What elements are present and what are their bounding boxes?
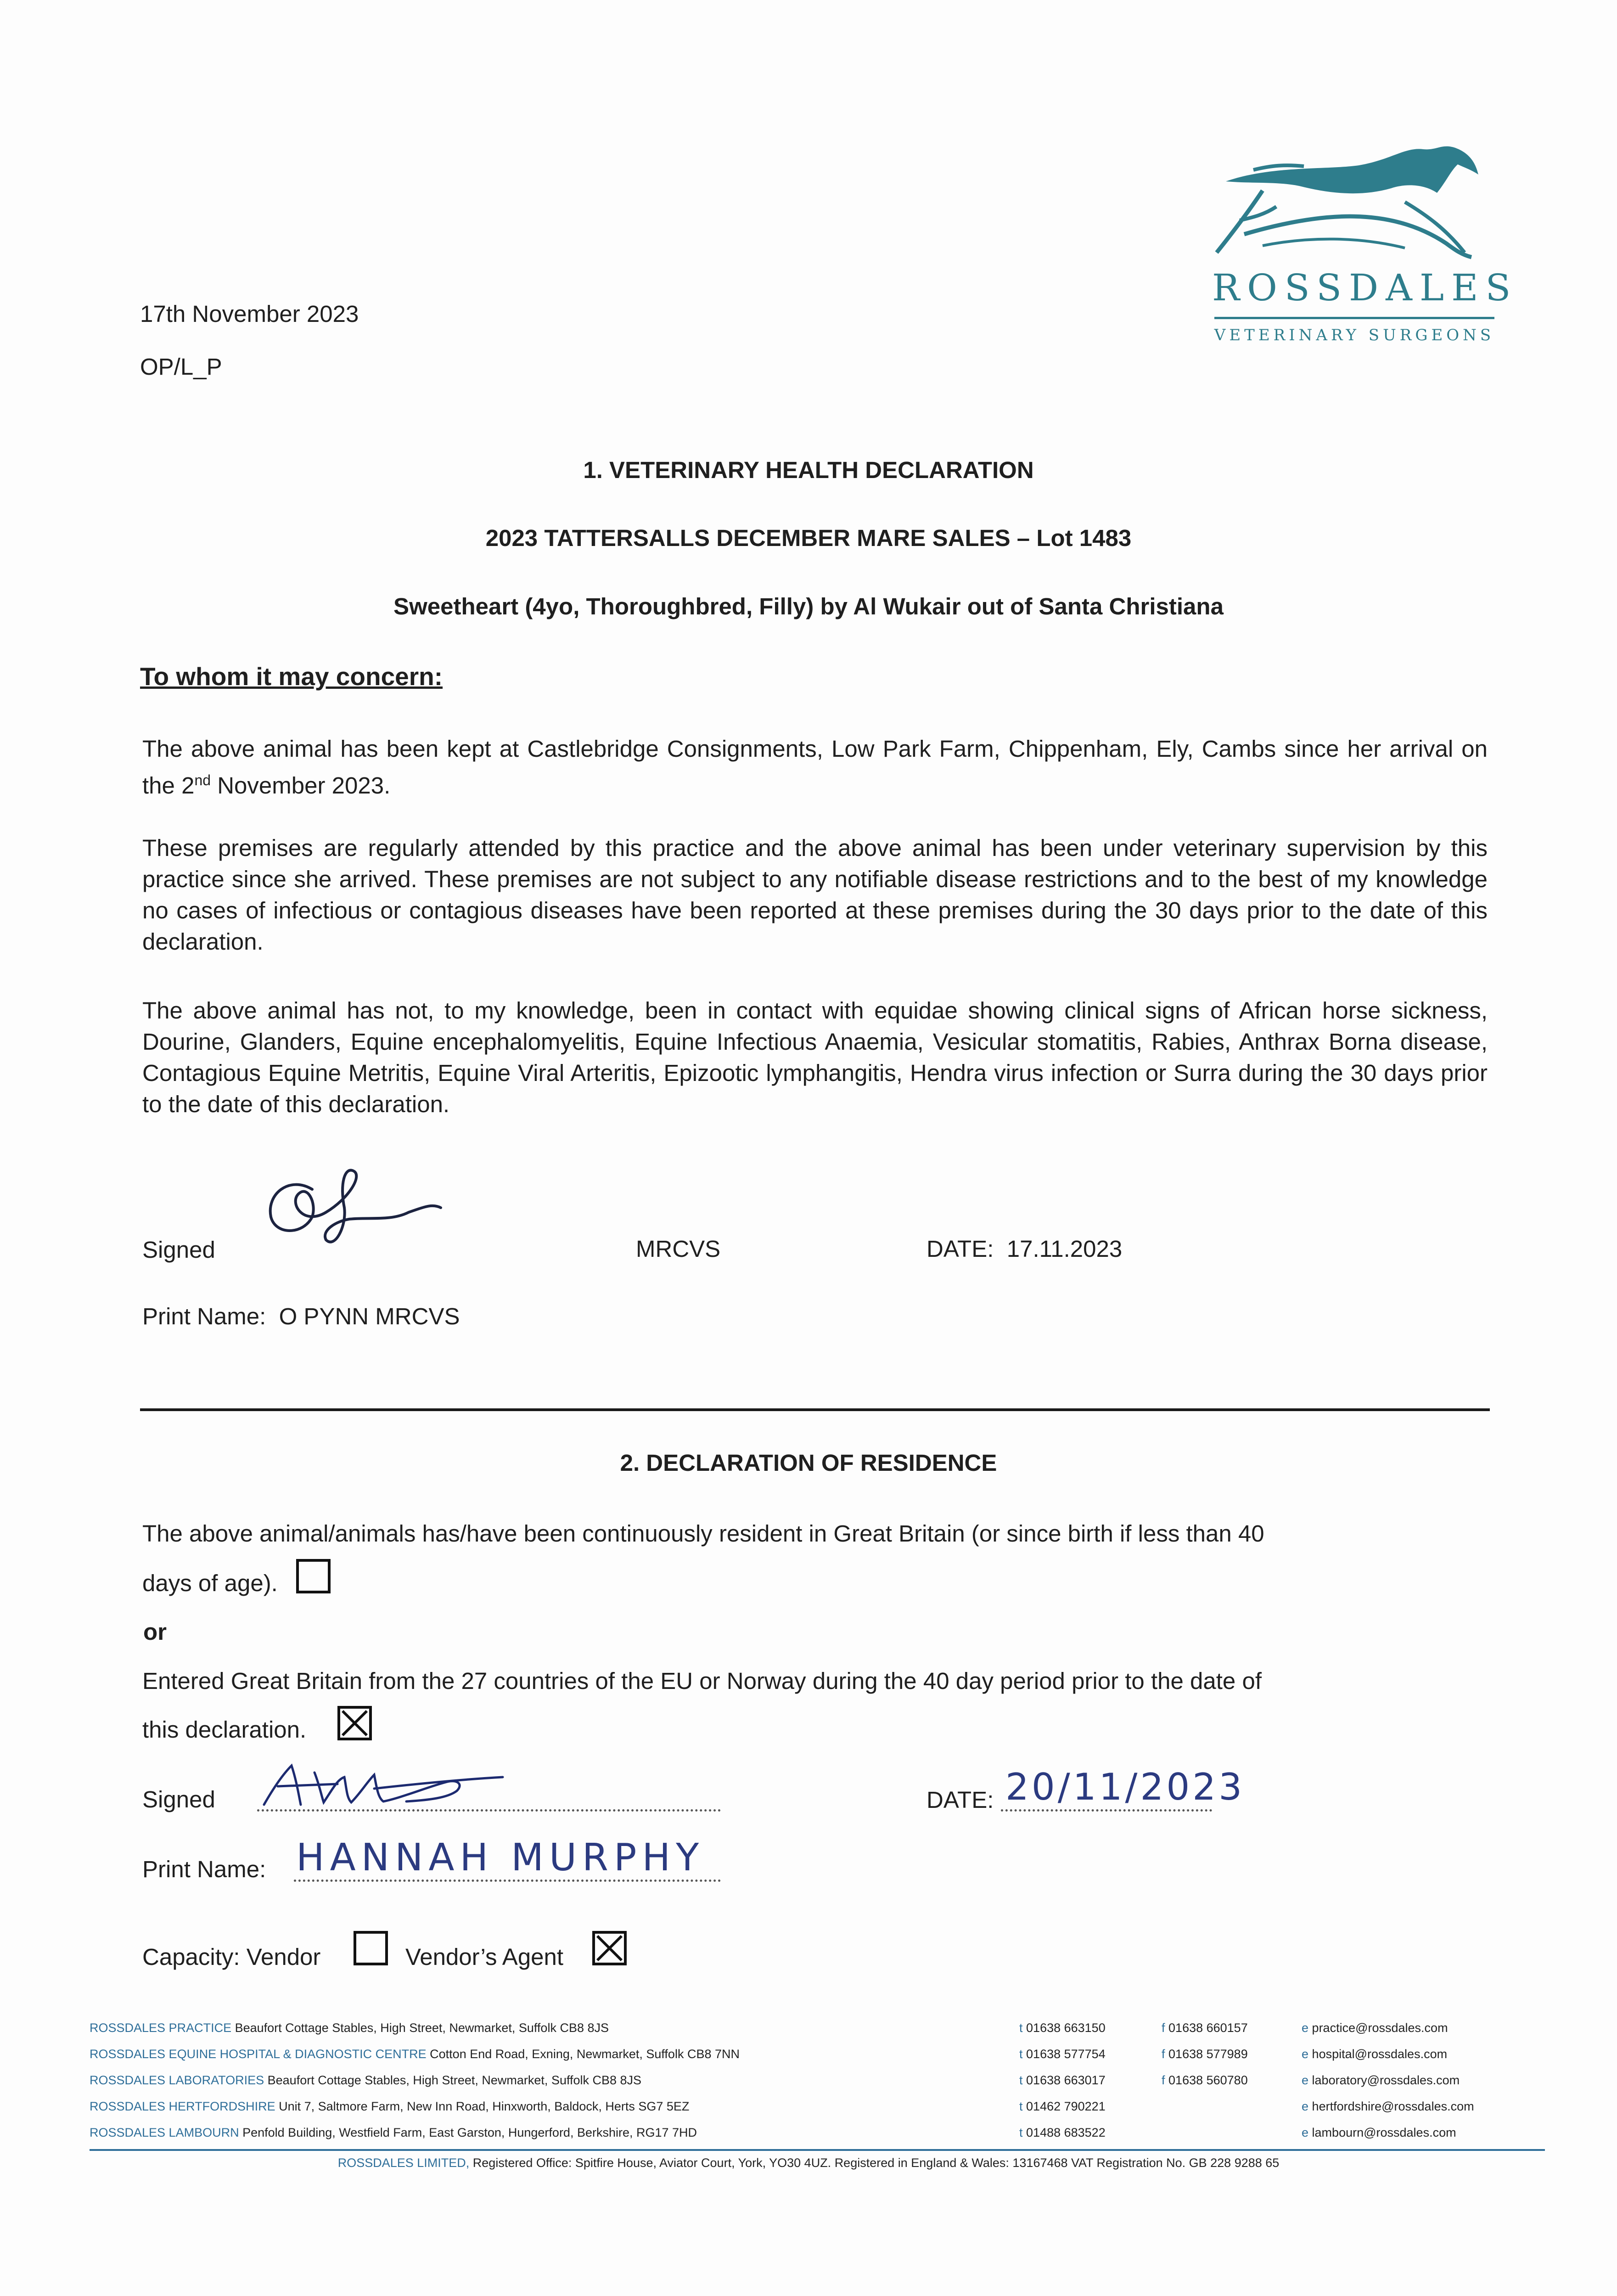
print-name-1: Print Name: O PYNN MRCVS bbox=[142, 1303, 460, 1329]
logo-tagline: VETERINARY SURGEONS bbox=[1214, 326, 1495, 344]
footer-row: ROSSDALES EQUINE HOSPITAL & DIAGNOSTIC CENTRE Cotton End Road, Exning, Newmarket, Suffolk CB8 7NN bbox=[90, 2047, 740, 2061]
letter-date: 17th November 2023 bbox=[140, 301, 359, 327]
residence-option-2-checkbox[interactable] bbox=[337, 1706, 372, 1740]
logo-underline bbox=[1214, 317, 1494, 319]
checkbox-x-mark-icon bbox=[340, 1709, 369, 1738]
section2-heading: 2. DECLARATION OF RESIDENCE bbox=[620, 1450, 997, 1476]
reference-code: OP/L_P bbox=[140, 354, 222, 380]
footer-email[interactable]: e practice@rossdales.com bbox=[1302, 2021, 1448, 2035]
vendors-agent-checkbox[interactable] bbox=[592, 1931, 627, 1965]
footer-row: ROSSDALES LABORATORIES Beaufort Cottage Stables, High Street, Newmarket, Suffolk CB8 8JS bbox=[90, 2073, 642, 2087]
horse-description: Sweetheart (4yo, Thoroughbred, Filly) by Al Wukair out of Santa Christiana bbox=[393, 593, 1224, 619]
footer-phone: t 01638 663150 bbox=[1019, 2021, 1106, 2035]
footer-fax: f 01638 577989 bbox=[1162, 2047, 1248, 2061]
residence-option-1-cont: days of age). bbox=[142, 1570, 278, 1596]
date-value-2: 20/11/2023 bbox=[1005, 1766, 1245, 1808]
footer-email[interactable]: e laboratory@rossdales.com bbox=[1302, 2073, 1460, 2087]
footer-row: ROSSDALES PRACTICE Beaufort Cottage Stables, High Street, Newmarket, Suffolk CB8 8JS bbox=[90, 2021, 609, 2035]
paragraph-disease-contact: The above animal has not, to my knowledge, been in contact with equidae showing clinical signs of African horse sickness, Dourine, Glanders, Equine encephalomyelitis, Equine Infectious Anaemia, Vesicular stomatitis, Rabies, Anthrax Borna disease, Contagious Equine Metritis, Equine Viral Arteritis, Epizootic lymphangitis, Hendra virus infection or Surra during the 30 days prior to the date of this declaration. bbox=[142, 997, 1488, 1117]
footer-phone: t 01638 577754 bbox=[1019, 2047, 1106, 2061]
or-label: or bbox=[143, 1619, 167, 1645]
salutation: To whom it may concern: bbox=[140, 662, 443, 691]
footer-email[interactable]: e lambourn@rossdales.com bbox=[1302, 2126, 1456, 2139]
registered-office: ROSSDALES LIMITED, Registered Office: Spitfire House, Aviator Court, York, YO30 4UZ. Registered in England & Wales: 13167468 VAT Registration No. GB 228 9288 65 bbox=[337, 2156, 1280, 2170]
print-name-value-1: O PYNN MRCVS bbox=[279, 1303, 460, 1329]
date-label-2: DATE: bbox=[926, 1787, 994, 1813]
date-line-2 bbox=[1001, 1809, 1212, 1812]
footer-phone: t 01462 790221 bbox=[1019, 2099, 1106, 2113]
footer-phone: t 01638 663017 bbox=[1019, 2073, 1106, 2087]
paragraph-arrival: The above animal has been kept at Castlebridge Consignments, Low Park Farm, Chippenham, Ely, Cambs since her arrival on the 2nd November 2023. bbox=[142, 736, 1488, 799]
footer-rule bbox=[90, 2149, 1545, 2151]
paragraph-supervision: These premises are regularly attended by this practice and the above animal has been under veterinary supervision by this practice since she arrived. These premises are not subject to any notifiable disease restrictions and to the best of my knowledge no cases of infectious or contagious diseases have been reported at these premises during the 30 days prior to the date of this declaration. bbox=[142, 835, 1488, 955]
horse-logo-icon bbox=[1207, 138, 1492, 271]
footer-email[interactable]: e hospital@rossdales.com bbox=[1302, 2047, 1448, 2061]
mrcvs-label: MRCVS bbox=[636, 1236, 721, 1262]
capacity-label: Capacity: Vendor bbox=[142, 1944, 321, 1970]
signed-label-2: Signed bbox=[142, 1786, 215, 1812]
residence-option-2: Entered Great Britain from the 27 countries of the EU or Norway during the 40 day period prior to the date of bbox=[142, 1668, 1262, 1694]
date-label-1: DATE: 17.11.2023 bbox=[926, 1236, 1123, 1262]
vet-signature bbox=[257, 1157, 450, 1263]
date-value-1: 17.11.2023 bbox=[1006, 1236, 1123, 1262]
footer-email[interactable]: e hertfordshire@rossdales.com bbox=[1302, 2099, 1474, 2113]
vendor-signature bbox=[255, 1761, 512, 1812]
residence-option-1-checkbox[interactable] bbox=[296, 1559, 331, 1593]
footer-fax: f 01638 560780 bbox=[1162, 2073, 1248, 2087]
sale-subheading: 2023 TATTERSALLS DECEMBER MARE SALES – Lot 1483 bbox=[485, 525, 1132, 551]
section1-heading: 1. VETERINARY HEALTH DECLARATION bbox=[583, 457, 1034, 483]
footer-fax: f 01638 660157 bbox=[1162, 2021, 1248, 2035]
footer-phone: t 01488 683522 bbox=[1019, 2126, 1106, 2139]
checkbox-x-mark-icon bbox=[595, 1934, 624, 1963]
residence-option-2-cont: this declaration. bbox=[142, 1716, 307, 1743]
vendor-checkbox[interactable] bbox=[354, 1931, 388, 1965]
footer-row: ROSSDALES HERTFORDSHIRE Unit 7, Saltmore Farm, New Inn Road, Hinxworth, Baldock, Herts SG7 5EZ bbox=[90, 2099, 690, 2113]
residence-option-1: The above animal/animals has/have been continuously resident in Great Britain (or since birth if less than 40 bbox=[142, 1520, 1264, 1547]
print-name-label-2: Print Name: bbox=[142, 1856, 266, 1882]
print-name-line-2 bbox=[294, 1880, 721, 1882]
section-divider bbox=[140, 1408, 1490, 1411]
footer bbox=[0, 2011, 1617, 2186]
signed-label-1: Signed bbox=[142, 1237, 215, 1263]
footer-row: ROSSDALES LAMBOURN Penfold Building, Westfield Farm, East Garston, Hungerford, Berkshire, RG17 7HD bbox=[90, 2126, 697, 2139]
vendors-agent-label: Vendor’s Agent bbox=[405, 1944, 564, 1970]
print-name-value-2: HANNAH MURPHY bbox=[296, 1836, 705, 1880]
logo-wordmark: ROSSDALES bbox=[1212, 266, 1518, 309]
rossdales-logo bbox=[1203, 138, 1518, 358]
